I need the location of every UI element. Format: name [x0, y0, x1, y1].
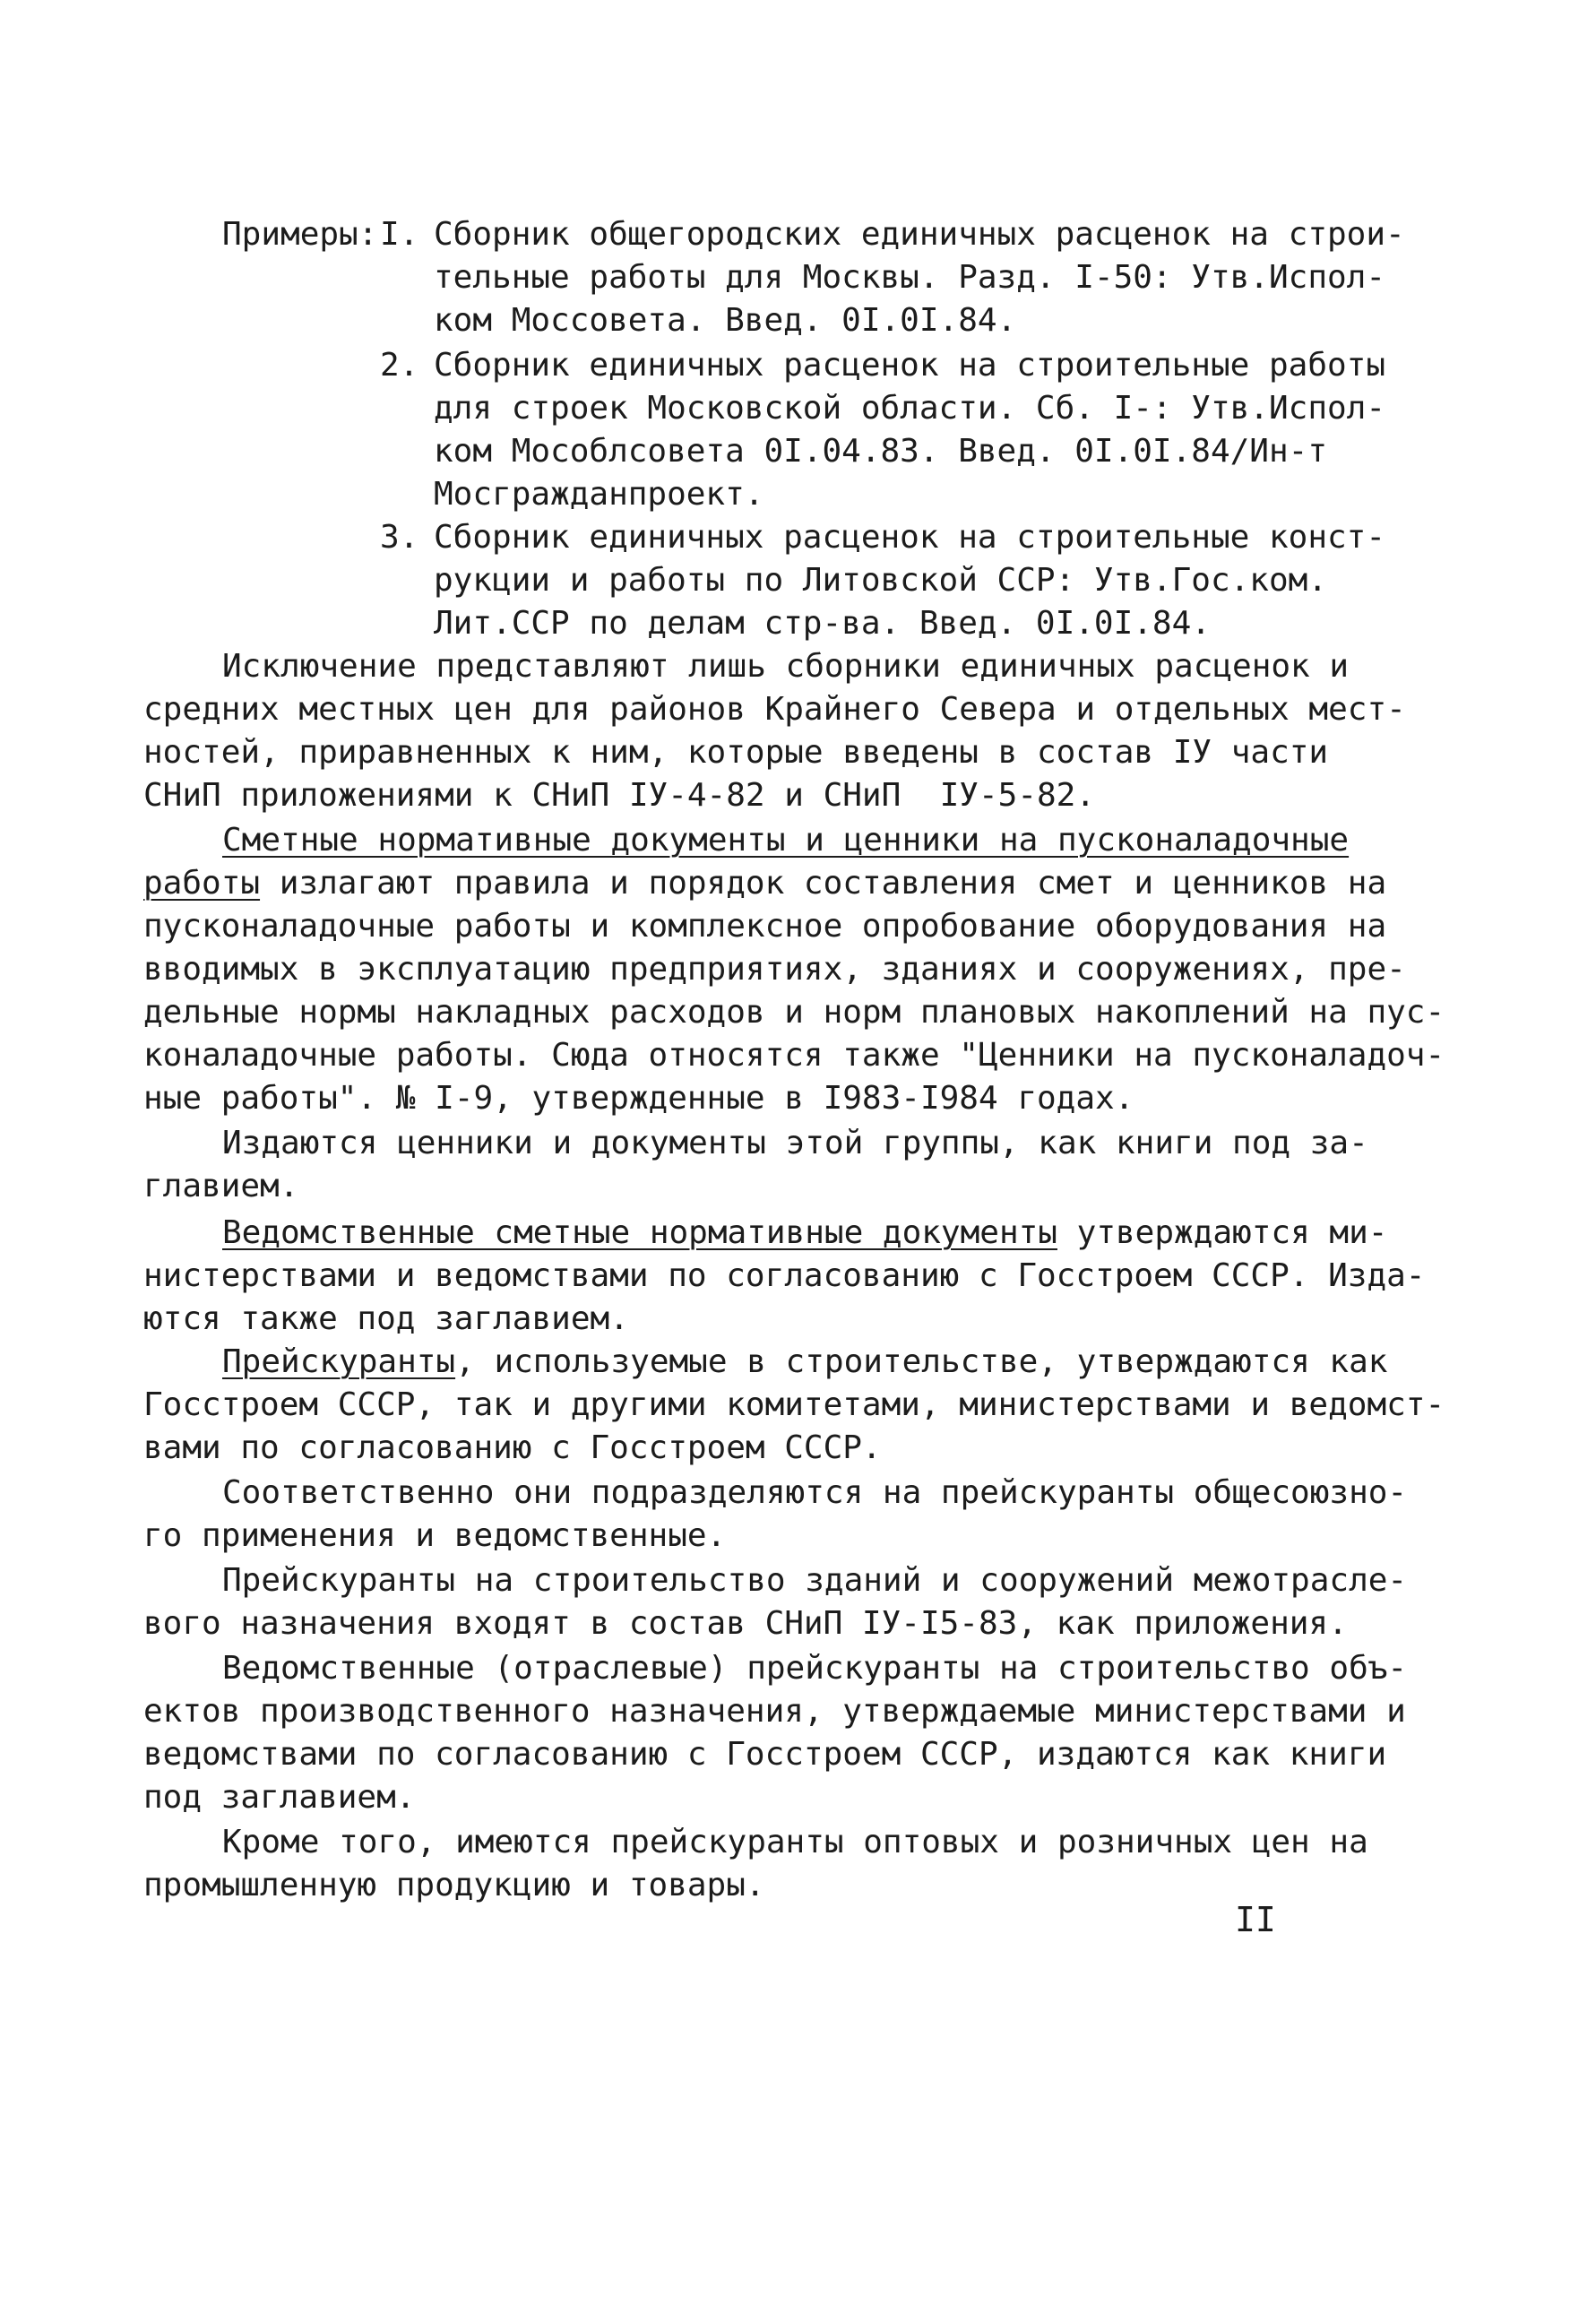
sectoral-line-3: ведомствами по согласованию с Госстроем СССР, издаются как книги	[143, 1736, 1387, 1773]
exception-line-3: ностей, приравненных к ним, которые введены в состав IУ части	[143, 734, 1329, 771]
example-3-number: 3.	[380, 519, 419, 556]
pricelists-line-1	[222, 1341, 1387, 1384]
subdivided-line-2: го применения и ведомственные.	[143, 1517, 727, 1554]
departmental-line-1	[222, 1212, 1387, 1255]
example-2-number: 2.	[380, 347, 419, 384]
exception-line-4: СНиП приложениями к СНиП IУ-4-82 и СНиП IУ-5-82.	[143, 777, 1096, 814]
departmental-line-3: ются также под заглавием.	[143, 1300, 629, 1337]
commissioning-line-6: коналадочные работы. Сюда относятся также "Ценники на пусконаладоч-	[143, 1037, 1445, 1074]
example-3-line-2: рукции и работы по Литовской ССР: Утв.Гос.ком.	[434, 562, 1327, 599]
sectoral-line-2: ектов производственного назначения, утверждаемые министерствами и	[143, 1693, 1406, 1730]
example-1-line-2: тельные работы для Москвы. Разд. I-50: Утв.Испол-	[434, 259, 1386, 296]
commissioning-line-3: пусконаладочные работы и комплексное опробование оборудования на	[143, 908, 1387, 945]
commissioning-line-7: ные работы". № I-9, утвержденные в I983-I984 годах.	[143, 1080, 1134, 1117]
example-1-line-1: Сборник общегородских единичных расценок на строи-	[434, 216, 1405, 253]
commissioning-line-4: вводимых в эксплуатацию предприятиях, зданиях и сооружениях, пре-	[143, 951, 1406, 988]
exception-line-1: Исключение представляют лишь сборники единичных расценок и	[222, 648, 1350, 685]
example-1-line-3: ком Моссовета. Введ. 0I.0I.84.	[434, 302, 1017, 339]
departmental-line-1-rest: утверждаются ми-	[1057, 1214, 1388, 1251]
exception-line-2: средних местных цен для районов Крайнего Севера и отдельных мест-	[143, 691, 1406, 728]
intersectoral-line-1: Прейскуранты на строительство зданий и сооружений межотрасле-	[222, 1562, 1408, 1599]
commissioning-heading-line-1: Сметные нормативные документы и ценники на пусконаладочные	[222, 822, 1350, 859]
commissioning-heading-line-2: работы	[143, 865, 261, 902]
wholesale-line-1: Кроме того, имеются прейскуранты оптовых и розничных цен на	[222, 1824, 1368, 1860]
published-line-2: главием.	[143, 1168, 299, 1204]
commissioning-line-5: дельные нормы накладных расходов и норм плановых накоплений на пус-	[143, 994, 1445, 1031]
wholesale-line-2: промышленную продукцию и товары.	[143, 1867, 765, 1904]
commissioning-line-2-rest: излагают правила и порядок составления смет и ценников на	[260, 865, 1387, 902]
examples-label: Примеры:	[222, 216, 378, 253]
commissioning-line-2	[143, 862, 1386, 905]
example-3-line-3: Лит.ССР по делам стр-ва. Введ. 0I.0I.84.	[434, 605, 1211, 642]
pricelists-line-1-rest: , используемые в строительстве, утверждаются как	[455, 1343, 1388, 1380]
subdivided-line-1: Соответственно они подразделяются на прейскуранты общесоюзно-	[222, 1474, 1408, 1511]
sectoral-line-1: Ведомственные (отраслевые) прейскуранты на строительство объ-	[222, 1650, 1408, 1687]
departmental-heading: Ведомственные сметные нормативные документы	[222, 1214, 1057, 1251]
pricelists-heading: Прейскуранты	[222, 1343, 456, 1380]
example-2-line-1: Сборник единичных расценок на строительные работы	[434, 347, 1386, 384]
example-2-line-3: ком Мособлсовета 0I.04.83. Введ. 0I.0I.84/Ин-т	[434, 433, 1327, 470]
page-number: II	[1235, 1900, 1276, 1939]
example-1-number: I.	[380, 216, 419, 253]
example-2-line-4: Мосгражданпроект.	[434, 476, 764, 513]
departmental-line-2: нистерствами и ведомствами по согласованию с Госстроем СССР. Изда-	[143, 1257, 1426, 1294]
sectoral-line-4: под заглавием.	[143, 1779, 416, 1816]
example-3-line-1: Сборник единичных расценок на строительные конст-	[434, 519, 1386, 556]
example-2-line-2: для строек Московской области. Сб. I-: Утв.Испол-	[434, 390, 1386, 427]
pricelists-line-3: вами по согласованию с Госстроем СССР.	[143, 1429, 882, 1466]
pricelists-line-2: Госстроем СССР, так и другими комитетами, министерствами и ведомст-	[143, 1386, 1445, 1423]
published-line-1: Издаются ценники и документы этой группы, как книги под за-	[222, 1125, 1368, 1161]
intersectoral-line-2: вого назначения входят в состав СНиП IУ-I5-83, как приложения.	[143, 1605, 1348, 1642]
